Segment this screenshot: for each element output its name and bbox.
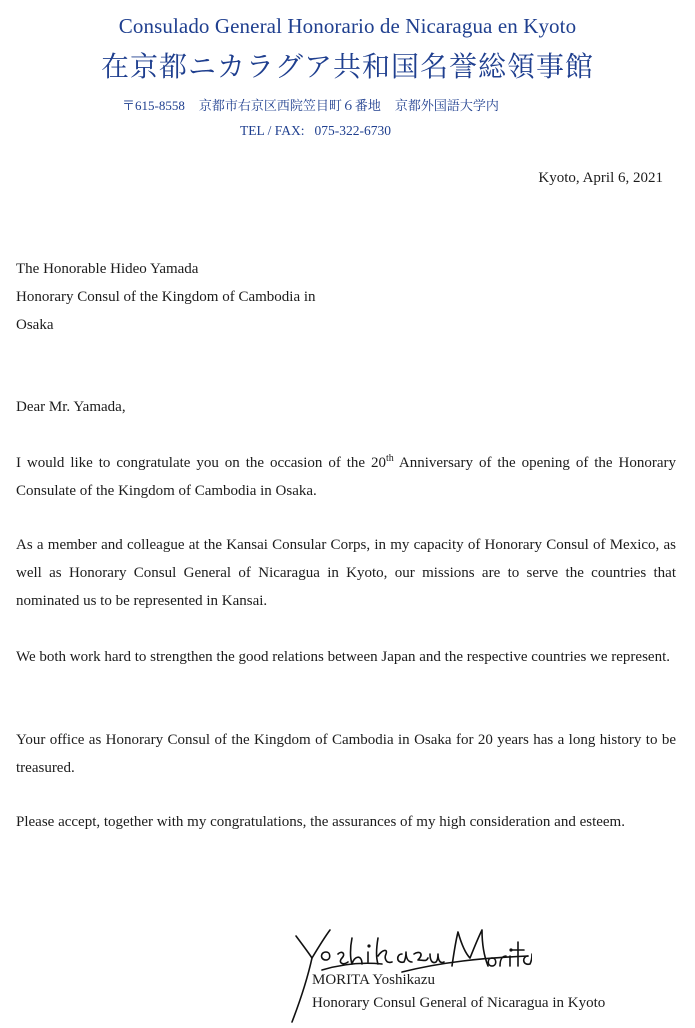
recipient-line: The Honorable Hideo Yamada bbox=[16, 261, 199, 277]
letterhead-name-spanish: Consulado General Honorario de Nicaragua en Kyoto bbox=[118, 14, 577, 38]
paragraph-text: I would like to congratulate you on the occasion of the 20 bbox=[16, 455, 387, 471]
recipient-line: Osaka bbox=[16, 317, 54, 333]
postal-code: 〒615-8558 bbox=[122, 98, 185, 113]
street-address: 京都市右京区西院笠目町６番地 bbox=[198, 98, 381, 113]
paragraph-text: Anniversary of the opening of the Honorary Consulate of the Kingdom of Cambodia in Osaka. bbox=[16, 455, 676, 499]
tel-number: 075-322-6730 bbox=[314, 123, 391, 138]
letterhead-contact bbox=[240, 123, 401, 139]
paragraph-congratulations bbox=[16, 449, 676, 505]
salutation: Dear Mr. Yamada, bbox=[16, 399, 126, 415]
paragraph-relations: We both work hard to strengthen the good relations between Japan and the respective countries we represent. bbox=[16, 649, 670, 665]
letter-date: Kyoto, April 6, 2021 bbox=[538, 170, 663, 186]
recipient-line: Honorary Consul of the Kingdom of Cambodia in bbox=[16, 289, 316, 305]
recipient-block bbox=[16, 255, 316, 339]
letterhead-name-japanese: 在京都ニカラグア共和国名誉総領事館 bbox=[100, 52, 594, 83]
paragraph-missions: As a member and colleague at the Kansai Consular Corps, in my capacity of Honorary Consul of Mexico, as well as Honorary Consul General of Nicaragua in Kyoto, our missions are to serve the countries that nominated us to be represented in Kansai. bbox=[16, 537, 676, 609]
paragraph-history: Your office as Honorary Consul of the Kingdom of Cambodia in Osaka for 20 years has a long history to be treasured. bbox=[16, 732, 676, 776]
signatory-name: MORITA Yoshikazu bbox=[312, 972, 435, 988]
letterhead-address bbox=[122, 95, 513, 114]
institution-name: 京都外国語大学内 bbox=[394, 98, 499, 113]
signatory-title: Honorary Consul General of Nicaragua in Kyoto bbox=[312, 995, 606, 1011]
tel-label: TEL / FAX: bbox=[240, 123, 305, 138]
ordinal-suffix: th bbox=[386, 453, 394, 464]
paragraph-closing: Please accept, together with my congratulations, the assurances of my high consideration and esteem. bbox=[16, 814, 625, 830]
